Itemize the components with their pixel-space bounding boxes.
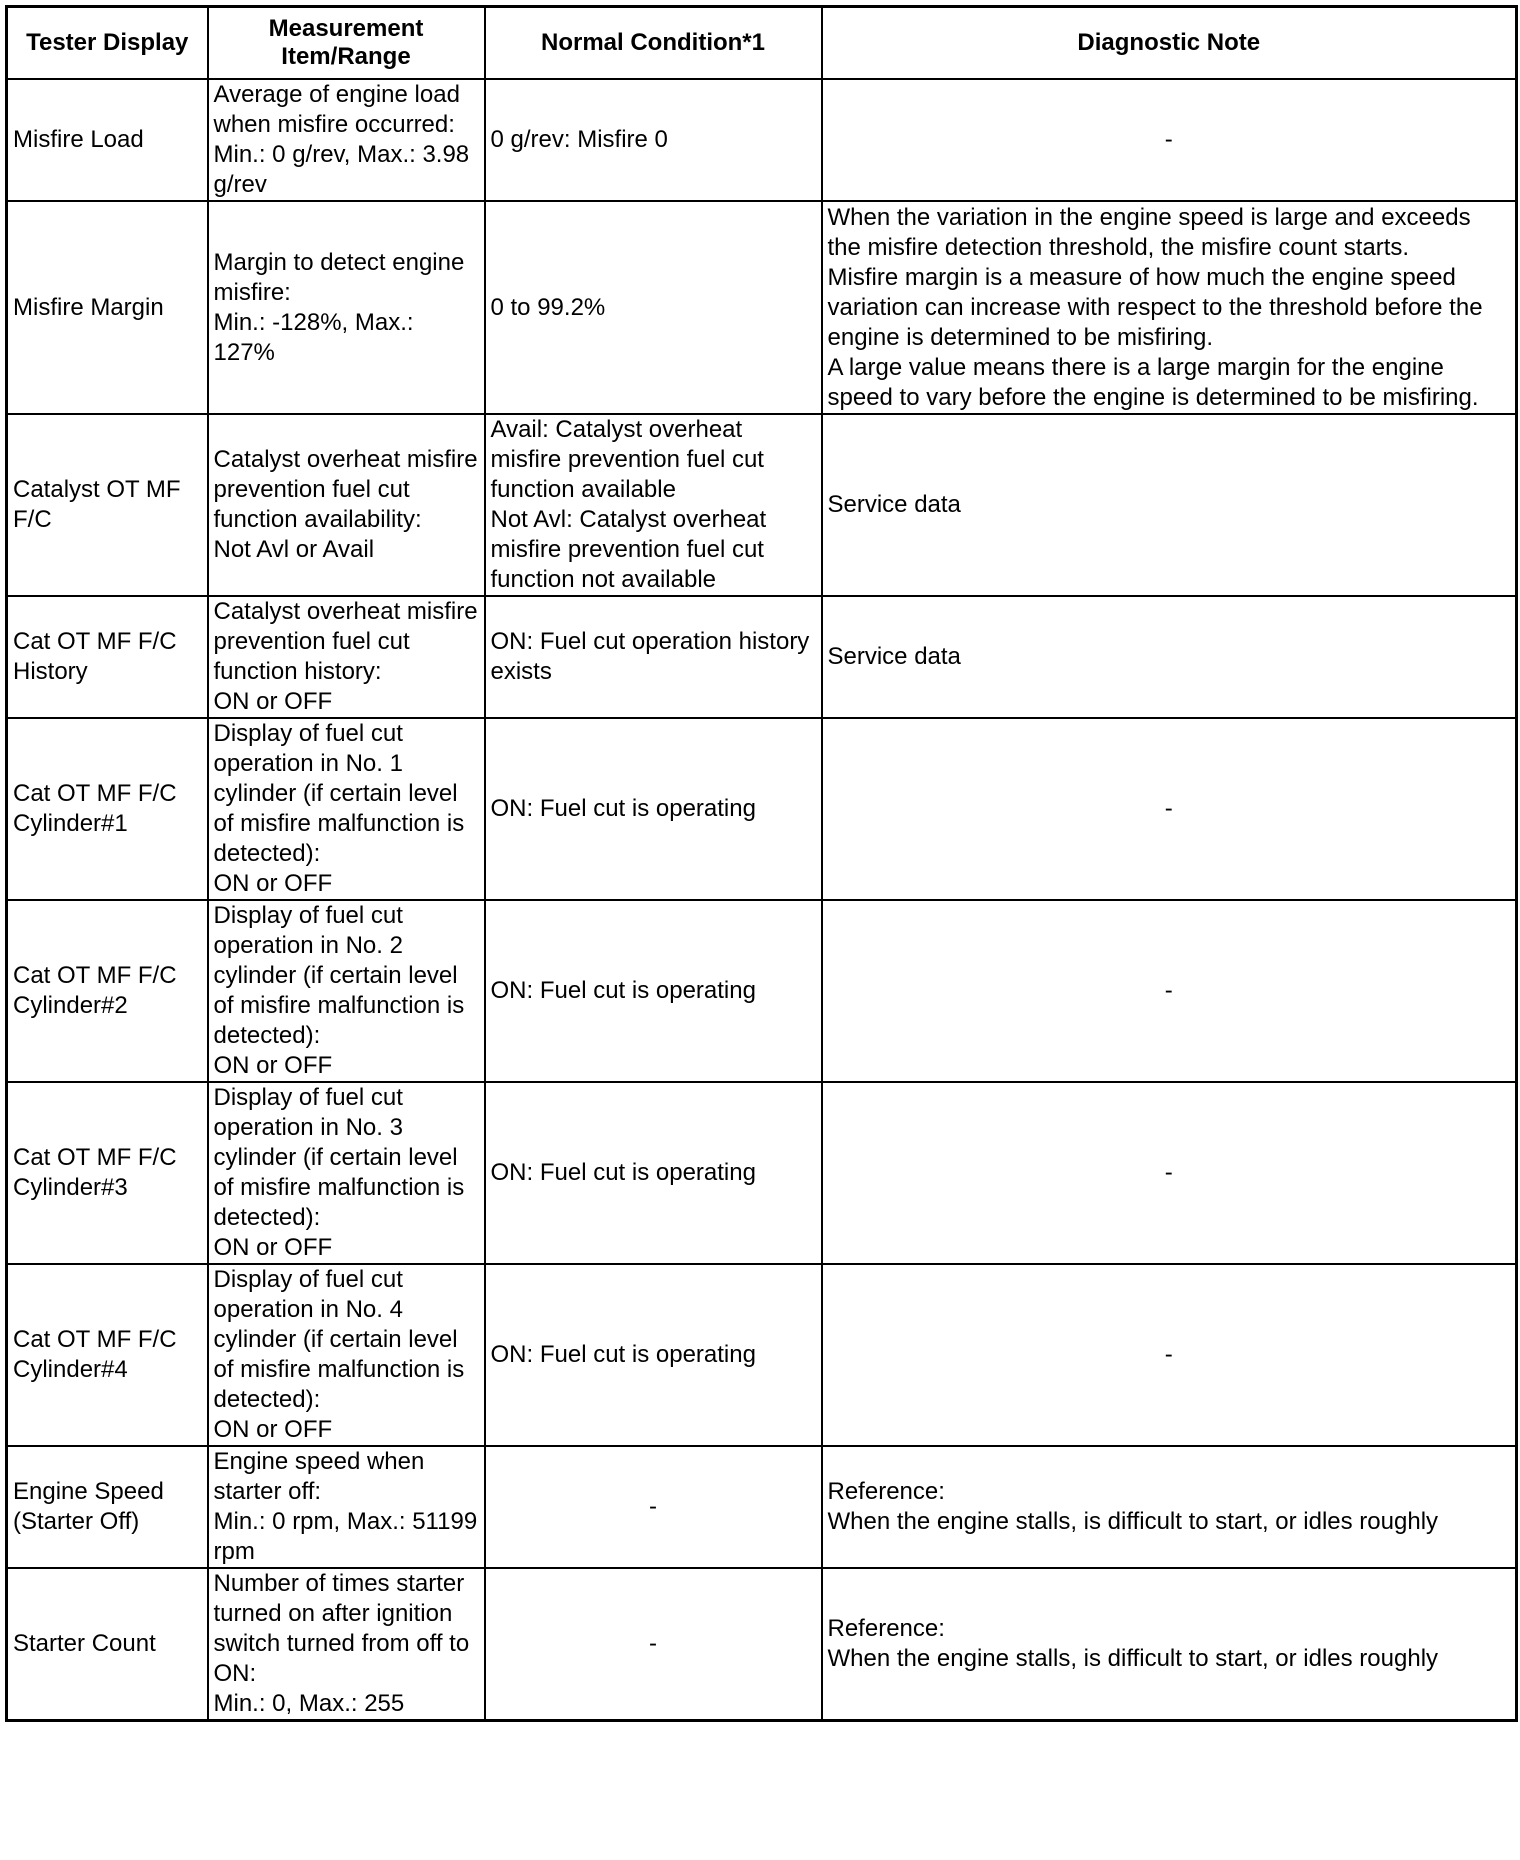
table-row — [7, 79, 1517, 201]
table-row — [7, 900, 1517, 1082]
cell-normal-condition: ON: Fuel cut is operating — [485, 718, 822, 900]
cell-tester-display: Cat OT MF F/C History — [7, 596, 208, 718]
cell-tester-display: Cat OT MF F/C Cylinder#3 — [7, 1082, 208, 1264]
data-list-table — [5, 5, 1518, 1722]
cell-measurement: Catalyst overheat misfire prevention fuel cut function history: ON or OFF — [208, 596, 485, 718]
cell-normal-condition: ON: Fuel cut is operating — [485, 1082, 822, 1264]
cell-diagnostic-note: - — [822, 1264, 1517, 1446]
cell-tester-display: Cat OT MF F/C Cylinder#4 — [7, 1264, 208, 1446]
cell-diagnostic-note: Reference: When the engine stalls, is difficult to start, or idles roughly — [822, 1568, 1517, 1721]
cell-measurement: Engine speed when starter off: Min.: 0 rpm, Max.: 51199 rpm — [208, 1446, 485, 1568]
table-row — [7, 201, 1517, 414]
table-row — [7, 1264, 1517, 1446]
cell-normal-condition: ON: Fuel cut is operating — [485, 900, 822, 1082]
cell-diagnostic-note: Service data — [822, 596, 1517, 718]
table-row — [7, 414, 1517, 596]
header-normal-condition-label: Normal Condition*1 — [540, 29, 765, 56]
cell-tester-display: Cat OT MF F/C Cylinder#1 — [7, 718, 208, 900]
header-measurement-item-label: Measurement Item/Range — [268, 15, 424, 70]
header-tester-display — [7, 7, 208, 80]
cell-measurement: Number of times starter turned on after ignition switch turned from off to ON: Min.: 0, Max.: 255 — [208, 1568, 485, 1721]
cell-measurement: Display of fuel cut operation in No. 2 cylinder (if certain level of misfire malfunction is detected): ON or OFF — [208, 900, 485, 1082]
header-measurement-item — [208, 7, 485, 80]
cell-diagnostic-note: - — [822, 1082, 1517, 1264]
cell-tester-display: Misfire Load — [7, 79, 208, 201]
cell-tester-display: Starter Count — [7, 1568, 208, 1721]
cell-measurement: Catalyst overheat misfire prevention fuel cut function availability: Not Avl or Avail — [208, 414, 485, 596]
cell-diagnostic-note: Service data — [822, 414, 1517, 596]
cell-tester-display: Catalyst OT MF F/C — [7, 414, 208, 596]
table-row — [7, 596, 1517, 718]
table-row — [7, 1568, 1517, 1721]
cell-tester-display: Misfire Margin — [7, 201, 208, 414]
header-tester-display-label: Tester Display — [26, 29, 189, 56]
cell-tester-display: Engine Speed (Starter Off) — [7, 1446, 208, 1568]
cell-normal-condition: Avail: Catalyst overheat misfire prevention fuel cut function available Not Avl: Catalyst overheat misfire prevention fuel cut function not available — [485, 414, 822, 596]
cell-measurement: Margin to detect engine misfire: Min.: -128%, Max.: 127% — [208, 201, 485, 414]
cell-diagnostic-note: - — [822, 718, 1517, 900]
cell-normal-condition: - — [485, 1568, 822, 1721]
document-page — [5, 5, 1515, 1855]
cell-measurement: Average of engine load when misfire occurred: Min.: 0 g/rev, Max.: 3.98 g/rev — [208, 79, 485, 201]
cell-measurement: Display of fuel cut operation in No. 3 cylinder (if certain level of misfire malfunction is detected): ON or OFF — [208, 1082, 485, 1264]
cell-measurement: Display of fuel cut operation in No. 1 cylinder (if certain level of misfire malfunction is detected): ON or OFF — [208, 718, 485, 900]
cell-diagnostic-note: Reference: When the engine stalls, is difficult to start, or idles roughly — [822, 1446, 1517, 1568]
cell-normal-condition: 0 g/rev: Misfire 0 — [485, 79, 822, 201]
cell-diagnostic-note: - — [822, 79, 1517, 201]
header-diagnostic-note — [822, 7, 1517, 80]
table-row — [7, 1446, 1517, 1568]
cell-diagnostic-note: When the variation in the engine speed is large and exceeds the misfire detection threshold, the misfire count starts. Misfire margin is a measure of how much the engine speed variation can increase with respect to the threshold before the engine is determined to be misfiring. A large value means there is a large margin for the engine speed to vary before the engine is determined to be misfiring. — [822, 201, 1517, 414]
table-row — [7, 1082, 1517, 1264]
table-row — [7, 718, 1517, 900]
cell-normal-condition: ON: Fuel cut is operating — [485, 1264, 822, 1446]
header-normal-condition — [485, 7, 822, 80]
cell-normal-condition: 0 to 99.2% — [485, 201, 822, 414]
table-header-row — [7, 7, 1517, 80]
cell-normal-condition: - — [485, 1446, 822, 1568]
cell-tester-display: Cat OT MF F/C Cylinder#2 — [7, 900, 208, 1082]
cell-measurement: Display of fuel cut operation in No. 4 cylinder (if certain level of misfire malfunction is detected): ON or OFF — [208, 1264, 485, 1446]
header-diagnostic-note-label: Diagnostic Note — [1077, 29, 1261, 56]
cell-diagnostic-note: - — [822, 900, 1517, 1082]
cell-normal-condition: ON: Fuel cut operation history exists — [485, 596, 822, 718]
